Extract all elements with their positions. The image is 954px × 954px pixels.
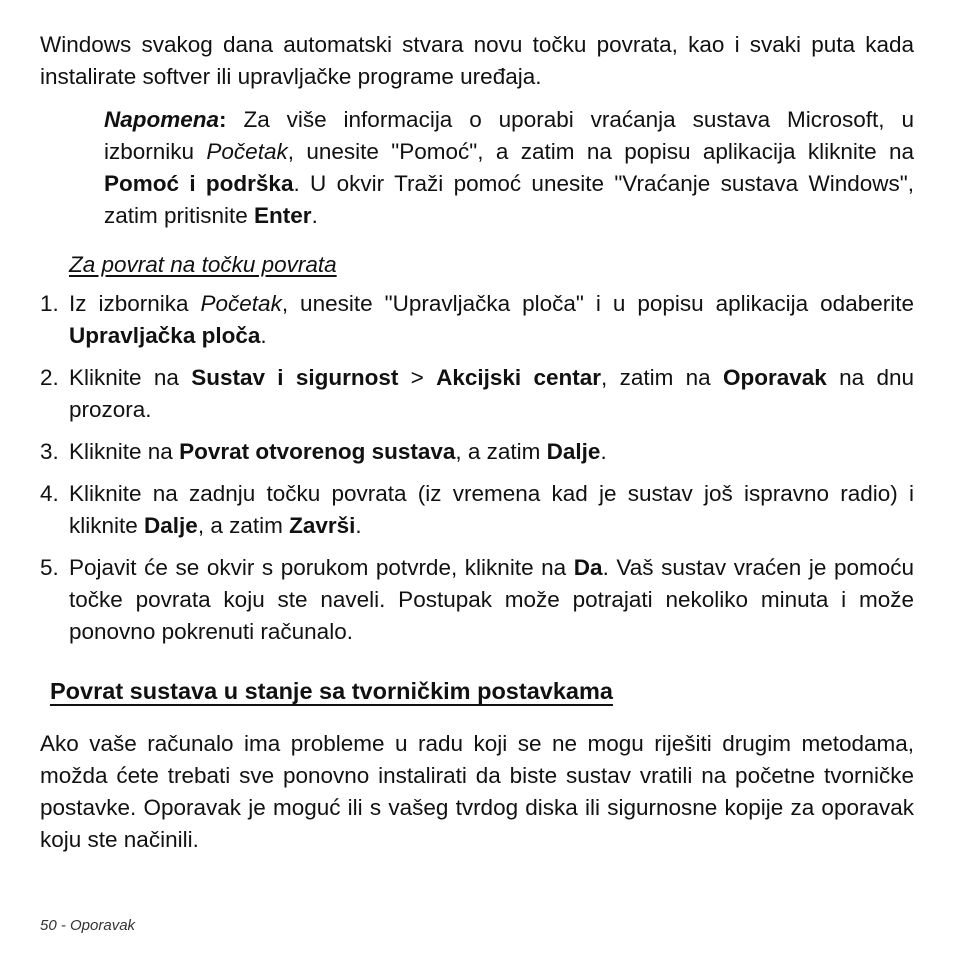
step-yes: Da <box>573 555 603 580</box>
step-text: . <box>355 513 362 538</box>
step-text: Kliknite na <box>69 439 180 464</box>
step-control-panel: Upravljačka ploča <box>69 323 261 348</box>
step-text: . <box>260 323 267 348</box>
step-2 <box>40 362 914 426</box>
step-recovery: Oporavak <box>723 365 827 390</box>
step-menu-start: Početak <box>200 291 282 316</box>
step-text: . Vaš sustav vraćen je pomoću točke povrata koju ste naveli. Postupak može potrajati nekoliko minuta i može ponovno pokrenuti računalo. <box>69 555 914 644</box>
step-next: Dalje <box>144 513 198 538</box>
steps-list <box>40 288 914 648</box>
step-text: , zatim na <box>601 365 723 390</box>
step-open-system-restore: Povrat otvorenog sustava <box>179 439 456 464</box>
step-next: Dalje <box>546 439 601 464</box>
intro-paragraph: Windows svakog dana automatski stvara novu točku povrata, kao i svaki puta kada instalirate softver ili upravljačke programe uređaja. <box>40 32 914 89</box>
step-finish: Završi <box>289 513 356 538</box>
note-enter-key: Enter <box>254 203 312 228</box>
note-text-2: , unesite "Pomoć", a zatim na popisu aplikacija kliknite na <box>287 139 914 164</box>
step-text: Kliknite na <box>69 365 192 390</box>
note-text-4: . <box>311 203 318 228</box>
section-paragraph: Ako vaše računalo ima probleme u radu koji se ne mogu riješiti drugim metodama, možda ćete trebati sve ponovno instalirati da biste sustav vratili na početne tvorničke postavke. Oporavak je moguć ili s vašeg tvrdog diska ili sigurnosne kopije za oporavak koju ste načinili. <box>40 731 914 852</box>
step-number: 1. <box>40 291 59 316</box>
step-number: 4. <box>40 481 59 506</box>
step-number: 3. <box>40 439 59 464</box>
step-4 <box>40 478 914 542</box>
step-5 <box>40 552 914 648</box>
page-footer: 50 - Oporavak <box>40 917 136 934</box>
step-number: 2. <box>40 365 59 390</box>
section-heading: Povrat sustava u stanje sa tvorničkim postavkama <box>50 678 613 704</box>
step-number: 5. <box>40 555 59 580</box>
step-text: , a zatim <box>197 513 290 538</box>
step-text: Kliknite na zadnju točku povrata (iz vremena kad je sustav još ispravno radio) i kliknite <box>69 481 914 538</box>
step-3 <box>40 436 914 468</box>
procedure-title: Za povrat na točku povrata <box>69 252 337 277</box>
step-system-security: Sustav i sigurnost <box>191 365 399 390</box>
document-page <box>40 29 914 856</box>
note-colon: : <box>219 107 227 132</box>
step-text: . <box>600 439 607 464</box>
note-text-1: Za više informacija o uporabi vraćanja sustava Microsoft, u izborniku <box>104 107 914 164</box>
note-paragraph <box>104 104 914 232</box>
step-text: Iz izbornika <box>69 291 201 316</box>
note-text-3: . U okvir Traži pomoć unesite "Vraćanje sustava Windows", zatim pritisnite <box>104 171 914 228</box>
step-text: > <box>398 365 437 390</box>
step-1 <box>40 288 914 352</box>
step-text: , a zatim <box>455 439 547 464</box>
step-action-center: Akcijski centar <box>436 365 602 390</box>
step-text: na dnu prozora. <box>69 365 914 422</box>
note-menu-start: Početak <box>206 139 288 164</box>
note-help-support: Pomoć i podrška <box>104 171 294 196</box>
step-text: Pojavit će se okvir s porukom potvrde, kliknite na <box>69 555 574 580</box>
note-label: Napomena <box>104 107 220 132</box>
step-text: , unesite "Upravljačka ploča" i u popisu aplikacija odaberite <box>281 291 914 316</box>
